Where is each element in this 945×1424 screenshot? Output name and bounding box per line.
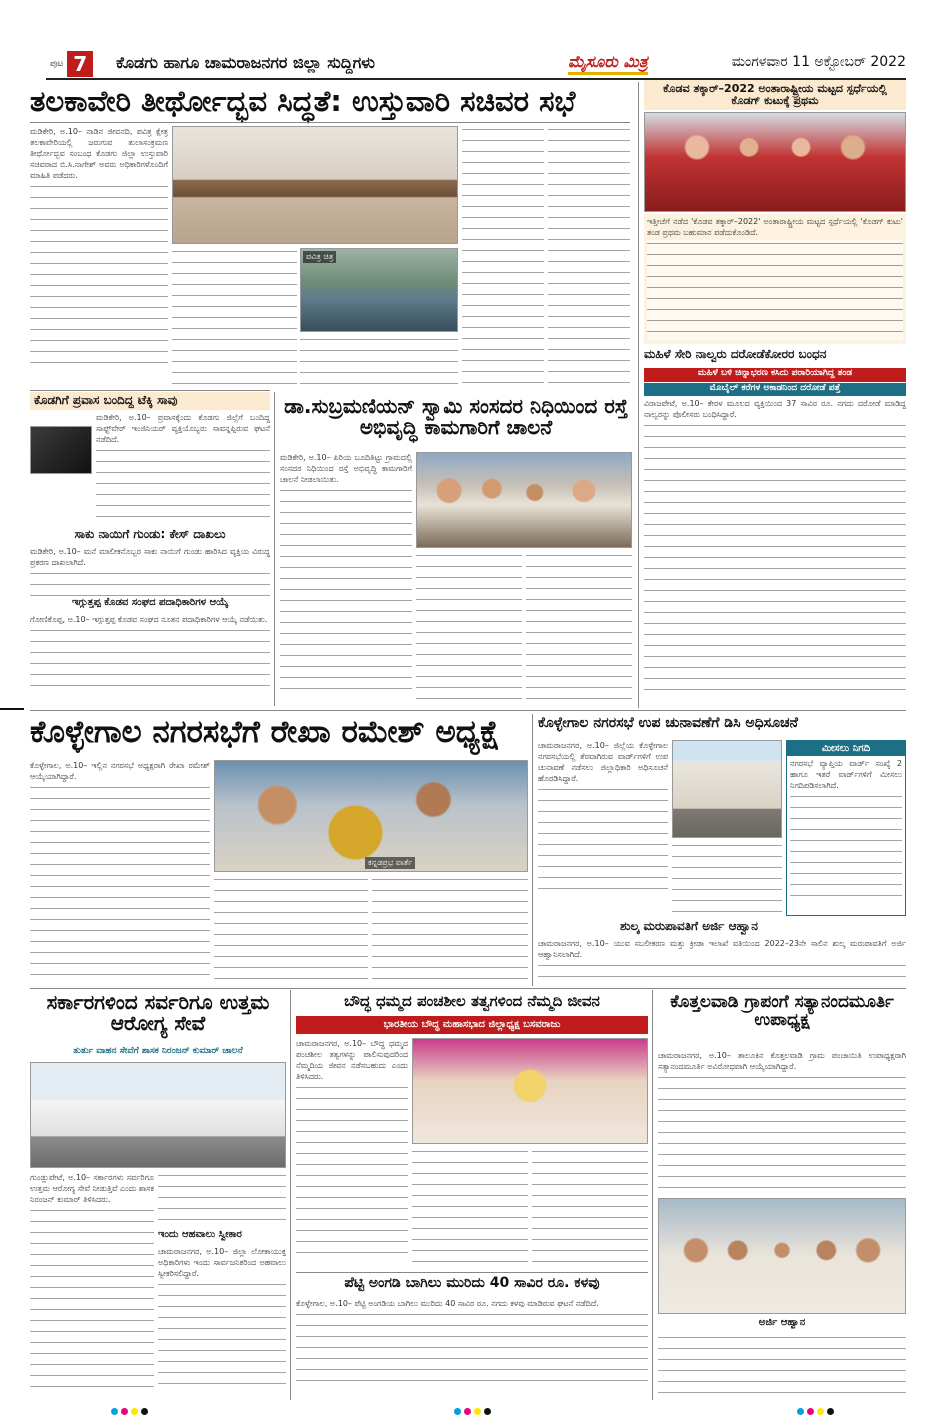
samaja-lead: ಗೋಣಿಕೊಪ್ಪ, ಅ.10– ಇಗ್ಗುತ್ತಪ್ಪ ಕೊಡವ ಸಂಘದ ನೂತನ ಪದಾಧಿಕಾರಿಗಳ ಆಯ್ಕೆ ನಡೆಯಿತು. — [30, 615, 268, 624]
robbers-body — [644, 398, 906, 702]
road-col-3 — [526, 552, 632, 704]
tourist-body — [30, 412, 270, 526]
page-tag — [46, 52, 93, 76]
kollegala-col-2 — [214, 876, 368, 982]
reservation-box-text: ನಗರಸಭೆ ವ್ಯಾಪ್ತಿಯ ವಾರ್ಡ್ ಸಂಖ್ಯೆ 2 ಹಾಗೂ ಇತರೆ ವಾರ್ಡ್‌ಗಳಿಗೆ ಮೀಸಲು ನಿಗದಿಪಡಿಸಲಾಗಿದೆ. — [790, 759, 902, 790]
page-number: 7 — [67, 51, 93, 77]
talakaveri-col-5 — [548, 126, 630, 388]
talakaveri-col-2 — [172, 248, 297, 388]
talakaveri-col-3 — [300, 336, 458, 388]
headline-road-work: ಡಾ.ಸುಬ್ರಮಣಿಯನ್ ಸ್ವಾಮಿ ಸಂಸದರ ನಿಧಿಯಿಂದ ರಸ್ತೆ ಅಭಿವೃದ್ಧಿ ಕಾಮಗಾರಿಗೆ ಚಾಲನೆ — [284, 394, 628, 439]
kodava-team-photo — [644, 112, 906, 212]
headline-kodava-khatra: ಕೊಡವ ತಕ್ಕಾರ್–2022 ಅಂತಾರಾಷ್ಟ್ರೀಯ ಮಟ್ಟದ ಸ್ಪರ್ಧೆಯಲ್ಲಿ ಕೊಡಗ್ ಕುಟುಕ್ಕೆ ಪ್ರಥಮ — [663, 82, 887, 107]
reservation-box — [786, 740, 906, 916]
kollegala-photo-caption: ಕನ್ನಡಪ್ರಭ ವಾರ್ತೆ — [365, 857, 415, 869]
headline-kothalavadi: ಕೊತ್ತಲವಾಡಿ ಗ್ರಾಪಂಗೆ ಸತ್ಯಾನಂದಮೂರ್ತಿ ಉಪಾಧ್ಯಕ್ಷ — [670, 992, 894, 1030]
robbers-subkicker: ಮೊಬೈಲ್ ಕರೆಗಳ ಅಕಾಡನಿಂದ ದರೋಡೆ ಪತ್ತೆ — [644, 383, 906, 396]
today-lead: ಚಾಮರಾಜನಗರ, ಅ.10– ಜಿಲ್ಲಾ ಲೋಕಾಯುಕ್ತ ಅಧಿಕಾರಿಗಳು ಇಂದು ಸಾರ್ವಜನಿಕರಿಂದ ಅಹವಾಲು ಸ್ವೀಕರಿಸಲಿದ್ದಾರೆ. — [158, 1247, 286, 1278]
by-election-lead: ಚಾಮರಾಜನಗರ, ಅ.10– ಜಿಲ್ಲೆಯ ಕೊಳ್ಳೇಗಾಲ ನಗರಸಭೆಯಲ್ಲಿ ತೆರವಾಗಿರುವ ವಾರ್ಡ್‌ಗಳಿಗೆ ಉಪ ಚುನಾವಣೆ ನಡೆಸಲು ಜಿಲ್ಲಾಧಿಕಾರಿ ಅಧಿಸೂಚನೆ ಹೊರಡಿಸಿದ್ದಾರೆ. — [538, 741, 668, 783]
road-lead: ಮಡಿಕೇರಿ, ಅ.10– ಪಿರಿಯ ಬೂದಿತಿಟ್ಟು ಗ್ರಾಮದಲ್ಲಿ ಸಂಸದರ ನಿಧಿಯಿಂದ ರಸ್ತೆ ಅಭಿವೃದ್ಧಿ ಕಾಮಗಾರಿಗೆ ಚಾಲನೆ ನೀಡಲಾಯಿತು. — [280, 453, 412, 484]
fee-body — [538, 938, 906, 984]
masthead — [46, 50, 906, 80]
kollegala-col-3 — [372, 876, 528, 982]
talakaveri-photo-caption: ಪವಿತ್ರ ಚಿತ್ರ — [303, 251, 336, 263]
issue-date: ಮಂಗಳವಾರ 11 ಅಕ್ಟೋಬರ್ 2022 — [731, 54, 906, 70]
print-registration-strip — [40, 1408, 905, 1416]
headline-theft: ಪೆಟ್ಟಿ ಅಂಗಡಿ ಬಾಗಿಲು ಮುರಿದು 40 ಸಾವಿರ ರೂ. ಕಳವು — [344, 1275, 600, 1291]
theft-body — [296, 1298, 648, 1400]
tourist-lead: ಮಡಿಕೇರಿ, ಅ.10– ಪ್ರವಾಸಕ್ಕೆಂದು ಕೊಡಗು ಜಿಲ್ಲೆಗೆ ಬಂದಿದ್ದ ಸಾಫ್ಟ್‌ವೇರ್ ಇಂಜಿನಿಯರ್ ವ್ಯಕ್ತಿಯೊಬ್ಬರು ಸಾವನ್ನಪ್ಪಿರುವ ಘಟನೆ ನಡೆದಿದೆ. — [96, 413, 270, 444]
reservation-box-title: ಮೀಸಲು ನಿಗದಿ — [787, 741, 905, 756]
headline-buddha: ಬೌದ್ಧ ಧಮ್ಮದ ಪಂಚಶೀಲ ತತ್ವಗಳಿಂದ ನೆಮ್ಮದಿ ಜೀವನ — [344, 992, 600, 1010]
robbers-lead: ವಿರಾಜಪೇಟೆ, ಅ.10– ಕೇರಳ ಮೂಲದ ವ್ಯಕ್ತಿಯಿಂದ 37 ಸಾವಿರ ರೂ. ನಗದು ದರೋಡೆ ಮಾಡಿದ್ದ ನಾಲ್ವರನ್ನು ಪೊಲೀಸರು ಬಂಧಿಸಿದ್ದಾರೆ. — [644, 399, 906, 419]
road-col-1 — [280, 452, 412, 704]
health-lead: ಗುಂಡ್ಲುಪೇಟೆ, ಅ.10– ಸರ್ಕಾರಗಳು ಸರ್ವರಿಗೂ ಉತ್ತಮ ಆರೋಗ್ಯ ಸೇವೆ ನೀಡುತ್ತಿವೆ ಎಂದು ಶಾಸಕ ನಿರಂಜನ್ ಕುಮಾರ್ ತಿಳಿಸಿದರು. — [30, 1173, 154, 1204]
kollegala-president-photo — [214, 760, 528, 872]
buddha-col-3 — [532, 1148, 648, 1268]
kollegala-lead: ಕೊಳ್ಳೇಗಾಲ, ಅ.10– ಇಲ್ಲಿನ ನಗರಸಭೆ ಅಧ್ಯಕ್ಷರಾಗಿ ರೇಖಾ ರಮೇಶ್ ಆಯ್ಕೆಯಾಗಿದ್ದಾರೆ. — [30, 761, 210, 781]
headline-health-service: ಸರ್ಕಾರಗಳಿಂದ ಸರ್ವರಿಗೂ ಉತ್ತಮ ಆರೋಗ್ಯ ಸೇವೆ — [46, 990, 270, 1035]
headline-kollegala-president: ಕೊಳ್ಳೇಗಾಲ ನಗರಸಭೆಗೆ ರೇಖಾ ರಮೇಶ್ ಅಧ್ಯಕ್ಷೆ — [30, 714, 501, 750]
samaja-body — [30, 614, 270, 704]
robbers-kicker: ಮಹಿಳೆ ಬಳಿ ಚಿನ್ನಾಭರಣ ಕಸಿದು ಪರಾರಿಯಾಗಿದ್ದ ತಂಡ — [644, 368, 906, 382]
talakaveri-lead: ಮಡಿಕೇರಿ, ಅ.10– ನಾಡಿನ ಜೀವನದಿ, ಪವಿತ್ರ ಕ್ಷೇತ್ರ ತಲಕಾವೇರಿಯಲ್ಲಿ ಜರುಗುವ ತುಲಾಸಂಕ್ರಮಣ ತೀರ್ಥೋದ್ಭವ ಸಂಬಂಧ ಕೊಡಗು ಜಿಲ್ಲಾ ಉಸ್ತುವಾರಿ ಸಚಿವರಾದ ಬಿ.ಸಿ.ನಾಗೇಶ್ ಅವರು ಅಧಿಕಾರಿಗಳೊಂದಿಗೆ ಮಾಹಿತಿ ಪಡೆದರು. — [30, 127, 168, 180]
kodava-body — [644, 214, 906, 344]
dog-lead: ಮಡಿಕೇರಿ, ಅ.10– ಮನೆ ಮಾಲೀಕನೊಬ್ಬರ ಸಾಕು ನಾಯಿಗೆ ಗುಂಡು ಹಾರಿಸಿದ ವ್ಯಕ್ತಿಯ ವಿರುದ್ಧ ಪ್ರಕರಣ ದಾಖಲಾಗಿದೆ. — [30, 547, 270, 567]
kothalavadi-photo-caption: ಅರ್ಜಿ ಆಹ್ವಾನ — [758, 1317, 806, 1328]
kodava-lead: ಇತ್ತೀಚೆಗೆ ನಡೆದ 'ಕೊಡವ ತಕ್ಕಾರ್–2022' ಅಂತಾರಾಷ್ಟ್ರೀಯ ಮಟ್ಟದ ಸ್ಪರ್ಧೆಯಲ್ಲಿ 'ಕೊಡಗ್ ಕುಟು' ತಂಡ ಪ್ರಥಮ ಬಹುಮಾನ ಪಡೆದುಕೊಂಡಿದೆ. — [647, 217, 903, 237]
talakaveri-col-4 — [462, 126, 544, 388]
dog-body — [30, 546, 270, 596]
kothalavadi-tail — [658, 1334, 906, 1400]
headline-fee-notice: ಶುಲ್ಕ ಮರುಪಾವತಿಗೆ ಅರ್ಜಿ ಆಹ್ವಾನ — [620, 919, 758, 933]
today-body — [158, 1246, 286, 1400]
headline-tourist-death: ಕೊಡಗಿಗೆ ಪ್ರವಾಸ ಬಂದಿದ್ದ ಟೆಕ್ಕಿ ಸಾವು — [34, 393, 178, 407]
health-col-2 — [158, 1172, 286, 1228]
section-title: ಕೊಡಗು ಹಾಗೂ ಚಾಮರಾಜನಗರ ಜಿಲ್ಲಾ ಸುದ್ದಿಗಳು — [116, 53, 376, 72]
talakaveri-meeting-photo — [172, 126, 458, 244]
talakaveri-river-photo — [300, 248, 458, 332]
headline-by-election: ಕೊಳ್ಳೇಗಾಲ ನಗರಸಭೆ ಉಪ ಚುನಾವಣೆಗೆ ಡಿಸಿ ಅಧಿಸೂಚನೆ — [538, 715, 798, 731]
by-election-col-2 — [672, 842, 782, 916]
buddha-kicker: ಭಾರತೀಯ ಬೌದ್ಧ ಮಹಾಸಭಾದ ಜಿಲ್ಲಾಧ್ಯಕ್ಷ ಬಸವರಾಜು — [296, 1016, 648, 1034]
kodava-headline-box — [644, 80, 906, 110]
headline-robbers: ಮಹಿಳೆ ಸೇರಿ ನಾಲ್ವರು ದರೋಡೆಕೋರರ ಬಂಧನ — [644, 347, 827, 361]
kothalavadi-body — [658, 1050, 906, 1194]
kollegala-col-1 — [30, 760, 210, 982]
headline-today-power: ಇಂದು ಆಹವಾಲು ಸ್ವೀಕಾರ — [158, 1229, 242, 1240]
buddha-lead: ಚಾಮರಾಜನಗರ, ಅ.10– ಬೌದ್ಧ ಧಮ್ಮದ ಪಂಚಶೀಲ ತತ್ವಗಳನ್ನು ಪಾಲಿಸುವುದರಿಂದ ನೆಮ್ಮದಿಯ ಜೀವನ ನಡೆಸಬಹುದು ಎಂದು ತಿಳಿಸಿದರು. — [296, 1039, 408, 1081]
headline-dog-case: ಸಾಕು ನಾಯಿಗೆ ಗುಂಡು: ಕೇಸ್ ದಾಖಲು — [74, 527, 226, 541]
health-col-1 — [30, 1172, 154, 1400]
newspaper-logo: ಮೈಸೂರು ಮಿತ್ರ — [568, 52, 648, 75]
tourist-headline-box — [30, 392, 270, 410]
kothalavadi-group-photo — [658, 1198, 906, 1314]
municipal-building-photo — [672, 740, 782, 838]
buddha-col-1 — [296, 1038, 408, 1268]
headline-talakaveri: ತಲಕಾವೇರಿ ತೀರ್ಥೋದ್ಭವ ಸಿದ್ಧತೆ: ಉಸ್ತುವಾರಿ ಸಚಿವರ ಸಭೆ — [30, 84, 576, 118]
road-col-2 — [416, 552, 522, 704]
fee-lead: ಚಾಮರಾಜನಗರ, ಅ.10– ಯುವ ಸಬಲೀಕರಣ ಮತ್ತು ಕ್ರೀಡಾ ಇಲಾಖೆ ವತಿಯಿಂದ 2022–23ನೇ ಸಾಲಿನ ಶುಲ್ಕ ಮರುಪಾವತಿಗೆ ಅರ್ಜಿ ಆಹ್ವಾನಿಸಲಾಗಿದೆ. — [538, 939, 906, 959]
health-kicker: ತುರ್ತು ವಾಹನ ಸೇವೆಗೆ ಶಾಸಕ ನಿರಂಜನ್ ಕುಮಾರ್ ಚಾಲನೆ — [73, 1046, 243, 1056]
kothalavadi-lead: ಚಾಮರಾಜನಗರ, ಅ.10– ತಾಲೂಕಿನ ಕೊತ್ತಲವಾಡಿ ಗ್ರಾಮ ಪಂಚಾಯಿತಿ ಉಪಾಧ್ಯಕ್ಷರಾಗಿ ಸತ್ಯಾನಂದಮೂರ್ತಿ ಅವಿರೋಧವಾಗಿ ಆಯ್ಕೆಯಾಗಿದ್ದಾರೆ. — [658, 1051, 906, 1071]
talakaveri-col-1 — [30, 126, 168, 388]
headline-kodava-samaja: ಇಗ್ಗುತ್ತಪ್ಪ ಕೊಡವ ಸಂಘದ ಪದಾಧಿಕಾರಿಗಳ ಆಯ್ಕೆ — [71, 597, 229, 608]
buddha-col-2 — [412, 1148, 528, 1268]
page-label: ಪುಟ — [50, 59, 64, 69]
ambulance-launch-photo — [30, 1062, 286, 1168]
by-election-col-1 — [538, 740, 668, 916]
theft-lead: ಕೊಳ್ಳೇಗಾಲ, ಅ.10– ಪೆಟ್ಟಿ ಅಂಗಡಿಯ ಬಾಗಿಲು ಮುರಿದು 40 ಸಾವಿರ ರೂ. ನಗದು ಕಳವು ಮಾಡಿರುವ ಘಟನೆ ನಡೆದಿದೆ. — [296, 1299, 599, 1308]
road-work-photo — [416, 452, 632, 548]
buddha-ceremony-photo — [412, 1038, 648, 1144]
